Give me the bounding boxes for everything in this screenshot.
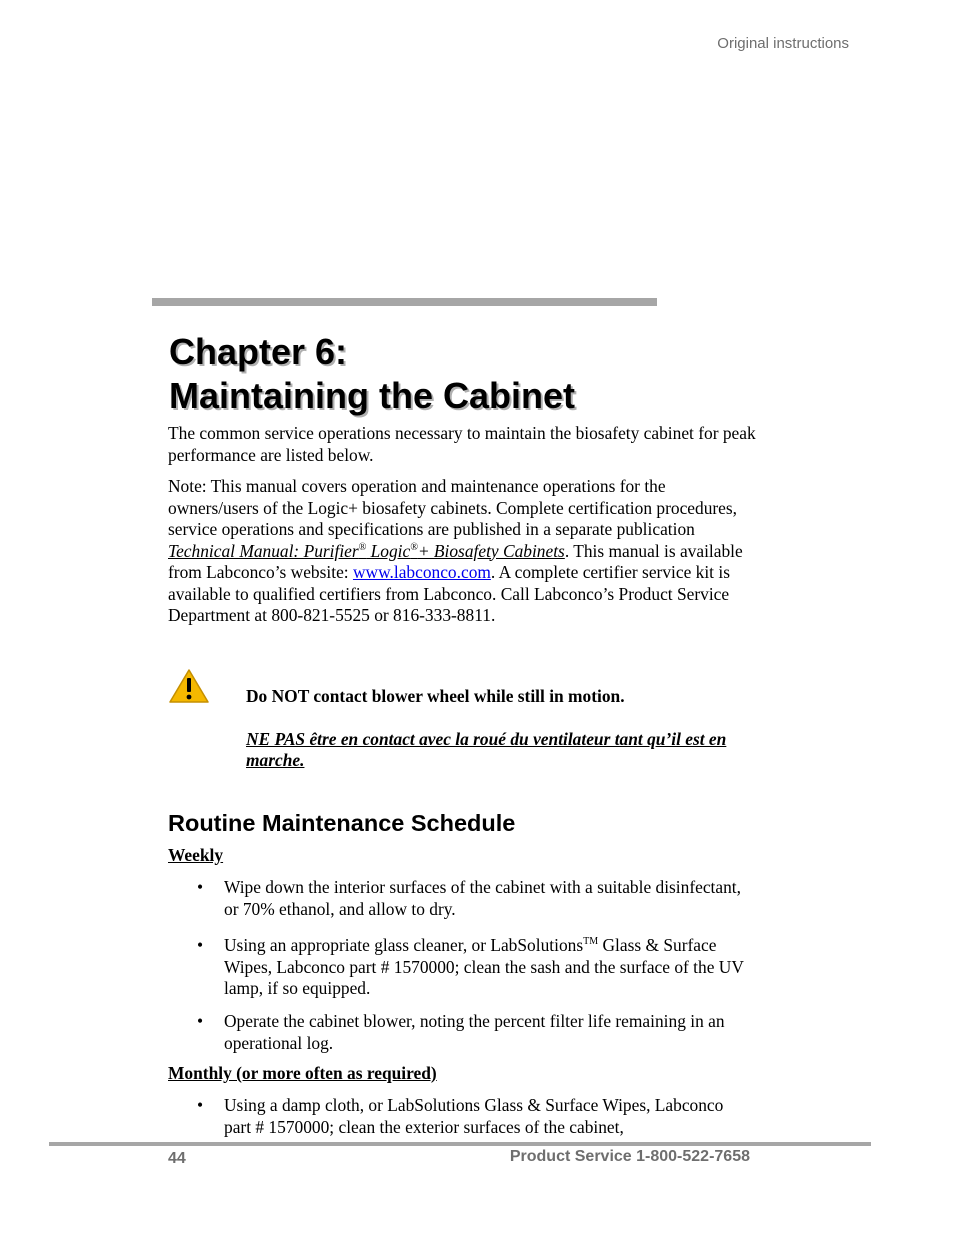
labconco-website-link[interactable]: www.labconco.com [352, 562, 491, 582]
manual-title-b: Logic [366, 540, 411, 561]
footer-divider [49, 1142, 871, 1146]
chapter-divider [152, 298, 657, 306]
warning-english: Do NOT contact blower wheel while still in motion. [246, 686, 625, 706]
bullet-icon: • [197, 877, 204, 897]
bullet-icon: • [197, 935, 204, 955]
warning-triangle-icon [168, 668, 210, 704]
weekly-item-3: Operate the cabinet blower, noting the percent filter life remaining in an operational log. [224, 1011, 725, 1053]
schedule-title: Routine Maintenance Schedule [168, 810, 516, 836]
registered-mark: ® [358, 541, 367, 553]
trademark-mark: TM [583, 936, 599, 948]
manual-title-a: Technical Manual: Purifier [168, 540, 359, 561]
chapter-title-line1: Chapter 6: [169, 331, 348, 372]
warning-french: NE PAS être en contact avec la roué du ventilateur tant qu’il est en marche. [246, 729, 727, 770]
bullet-icon: • [197, 1011, 204, 1031]
weekly-item-2-text-b: Glass & Surface Wipes, Labconco part # 1570000; clean the sash and the surface of the UV lamp, if so equipped. [224, 935, 744, 998]
chapter-title [169, 330, 575, 418]
page-number: 44 [168, 1150, 186, 1167]
weekly-item-2 [224, 935, 754, 1000]
note-text-1: Note: This manual covers operation and maintenance operations for the owners/users of the Logic+ biosafety cabinets. Complete certification procedures, service operations and specifications are published in a separate publication [168, 476, 738, 539]
weekly-item-2-text-a: Using an appropriate glass cleaner, or LabSolutions [224, 935, 584, 955]
header-original-instructions: Original instructions [717, 35, 849, 52]
registered-mark: ® [410, 541, 418, 553]
weekly-heading: Weekly [168, 845, 224, 865]
note-paragraph [168, 476, 758, 627]
note-text-2: . This manual is available from Labconco’s website: [168, 540, 743, 582]
bullet-icon: • [197, 1095, 204, 1115]
chapter-title-line2: Maintaining the Cabinet [169, 375, 576, 416]
manual-title [168, 541, 565, 561]
monthly-heading: Monthly (or more often as required) [168, 1063, 437, 1083]
weekly-item-1: Wipe down the interior surfaces of the cabinet with a suitable disinfectant, or 70% ethanol, and allow to dry. [224, 877, 741, 919]
footer-product-service: Product Service 1-800-522-7658 [509, 1148, 750, 1165]
note-text-3: . A complete certifier service kit is available to qualified certifiers from Labconco. Call Labconco’s Product Service Department at 800-821-5525 or 816-333-8811. [168, 562, 730, 625]
intro-paragraph: The common service operations necessary to maintain the biosafety cabinet for peak performance are listed below. [168, 423, 756, 465]
manual-title-c: + Biosafety Cabinets [417, 540, 565, 561]
monthly-item-1: Using a damp cloth, or LabSolutions Glass & Surface Wipes, Labconco part # 1570000; clean the exterior surfaces of the cabinet, [224, 1095, 724, 1137]
